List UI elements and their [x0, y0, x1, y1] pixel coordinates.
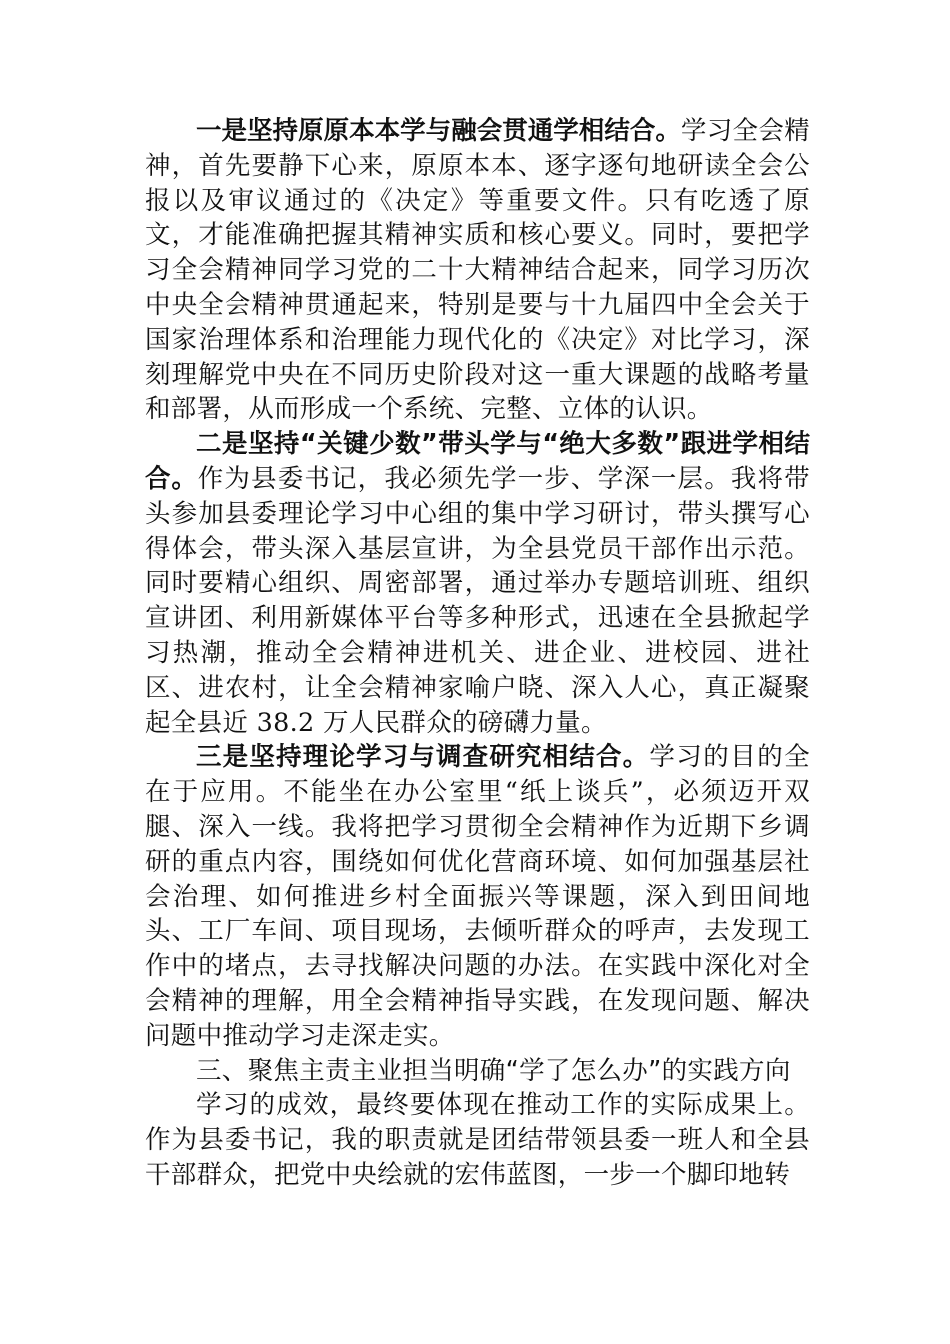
- paragraph-text: 作为县委书记，我必须先学一步、学深一层。我将带头参加县委理论学习中心组的集中学习研讨，带头撰写心得体会，带头深入基层宣讲，为全县党员干部作出示范。同时要精心组织、周密部署，通过举办专题培训班、组织宣讲团、利用新媒体平台等多种形式，迅速在全县掀起学习热潮，推动全会精神进机关、进企业、进校园、进社区、进农村，让全会精神家喻户晓、深入人心，真正凝聚起全县近 38.2 万人民群众的磅礴力量。: [145, 463, 810, 738]
- paragraph-lead: 一是坚持原原本本学与融会贯通学相结合。: [196, 116, 681, 146]
- section-heading: 三、聚焦主责主业担当明确“学了怎么办”的实践方向: [196, 1055, 791, 1086]
- paragraph-point-three: [145, 740, 810, 1053]
- paragraph-point-one: [145, 114, 810, 427]
- paragraph-point-two: [145, 427, 810, 740]
- closing-paragraph: 学习的成效，最终要体现在推动工作的实际成果上。作为县委书记，我的职责就是团结带领县委一班人和全县干部群众，把党中央绘就的宏伟蓝图，一步一个脚印地转: [145, 1090, 810, 1190]
- paragraph-lead: 三是坚持理论学习与调查研究相结合。: [196, 742, 650, 773]
- paragraph-text: 学习全会精神，首先要静下心来，原原本本、逐字逐句地研读全会公报以及审议通过的《决定》等重要文件。只有吃透了原文，才能准确把握其精神实质和核心要义。同时，要把学习全会精神同学习党的二十大精神结合起来，同学习历次中央全会精神贯通起来，特别是要与十九届四中全会关于国家治理体系和治理能力现代化的《决定》对比学习，深刻理解党中央在不同历史阶段对这一重大课题的战略考量和部署，从而形成一个系统、完整、立体的认识。: [145, 116, 810, 425]
- paragraph-lead: 二是坚持“关键少数”带头学与“绝大多数”跟进学相结合。: [145, 429, 810, 494]
- document-body: [145, 114, 810, 1193]
- paragraph-text: 学习的目的全在于应用。不能坐在办公室里“纸上谈兵”，必须迈开双腿、深入一线。我将把学习贯彻全会精神作为近期下乡调研的重点内容，围绕如何优化营商环境、如何加强基层社会治理、如何推进乡村全面振兴等课题，深入到田间地头、工厂车间、项目现场，去倾听群众的呼声，去发现工作中的堵点，去寻找解决问题的办法。在实践中深化对全会精神的理解，用全会精神指导实践，在发现问题、解决问题中推动学习走深走实。: [145, 742, 810, 1051]
